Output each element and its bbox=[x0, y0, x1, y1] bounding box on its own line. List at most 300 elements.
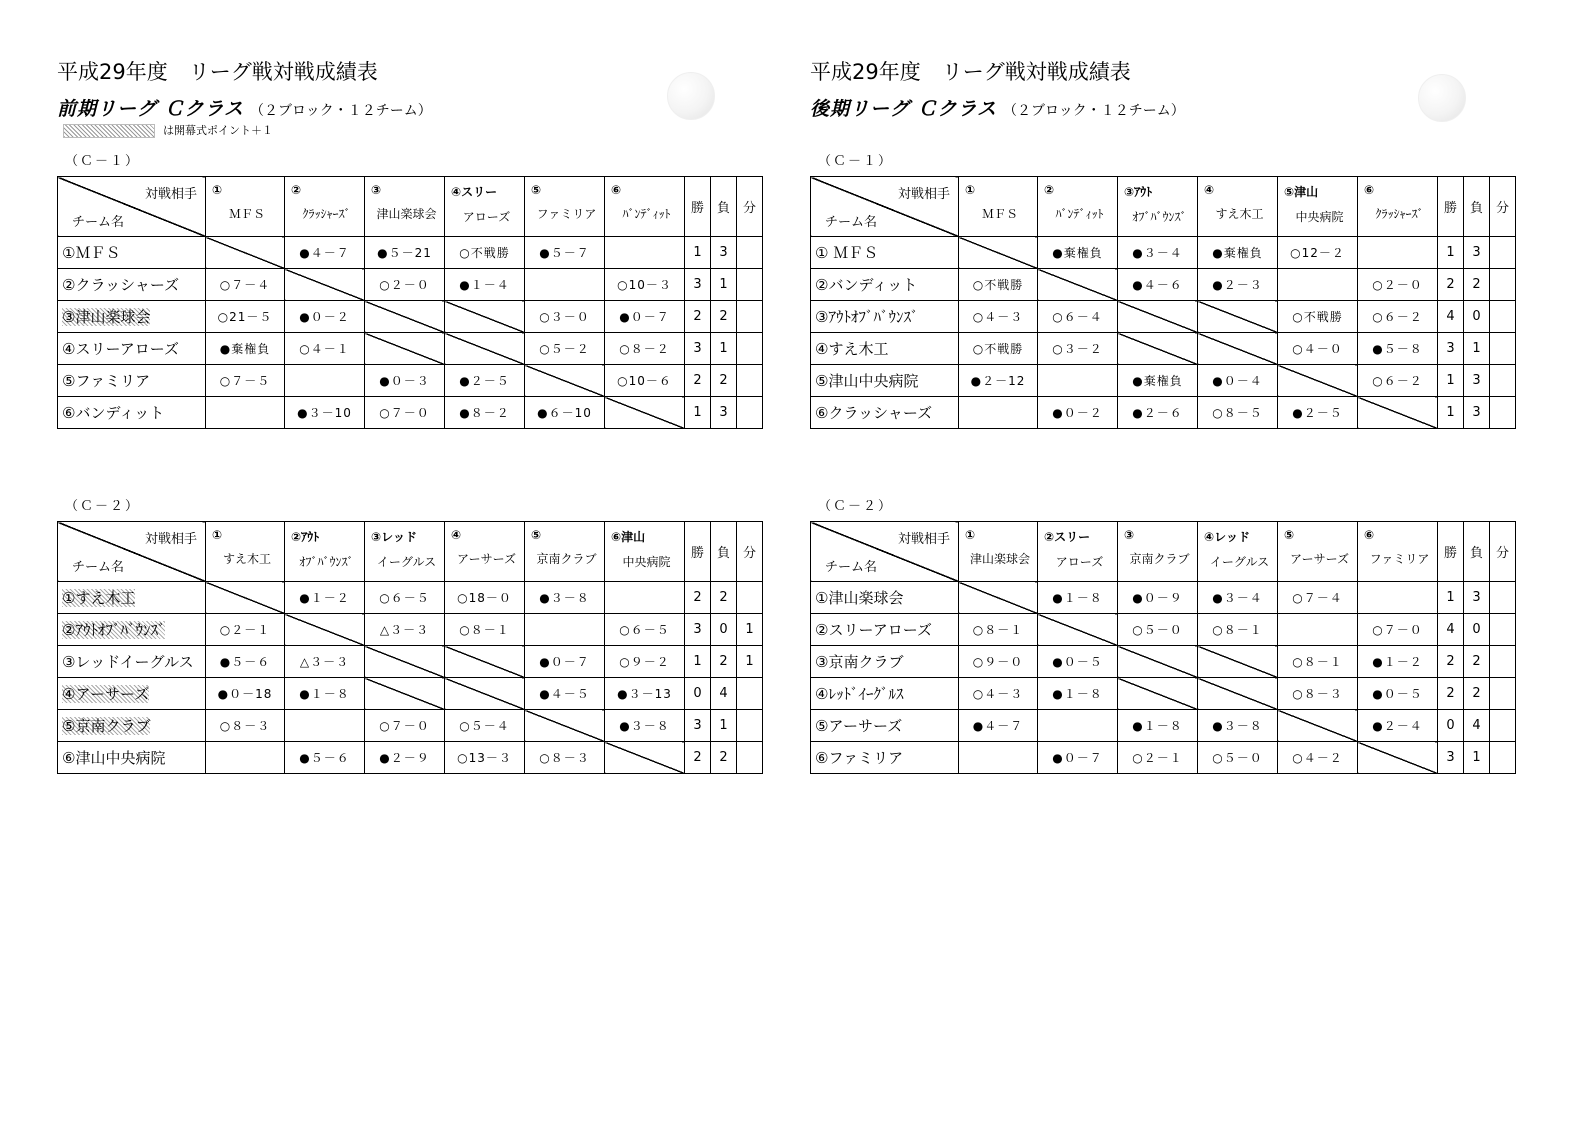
page-title: 平成29年度 リーグ戦対戦成績表 bbox=[57, 60, 378, 84]
header-row bbox=[811, 522, 1516, 582]
wins-count: 3 bbox=[685, 269, 711, 301]
team-header: チーム名 bbox=[72, 560, 125, 575]
draws-count bbox=[1490, 397, 1516, 429]
match-result: ●０－７ bbox=[605, 301, 685, 333]
team-name: ⑤津山中央病院 bbox=[811, 365, 959, 397]
opponent-number: ① bbox=[212, 528, 223, 542]
self-match-cell bbox=[525, 710, 605, 742]
opponent-number: ② bbox=[291, 183, 302, 197]
draws-count bbox=[1490, 333, 1516, 365]
opponent-column-header bbox=[445, 522, 525, 582]
match-result: ●１－２ bbox=[285, 582, 365, 614]
block-label: （Ｃ－２） bbox=[818, 499, 894, 514]
team-name: ④スリーアローズ bbox=[58, 333, 206, 365]
match-result: ●０－７ bbox=[1038, 742, 1118, 774]
match-result: ○９－０ bbox=[959, 646, 1038, 678]
opponent-number: ② bbox=[1044, 183, 1055, 197]
opponent-name: 京南クラブ bbox=[536, 552, 597, 566]
wins-count: 3 bbox=[685, 614, 711, 646]
match-result: ○18－０ bbox=[445, 582, 525, 614]
team-name: ②バンディット bbox=[811, 269, 959, 301]
match-result: ●４－５ bbox=[525, 678, 605, 710]
match-result: ●５－21 bbox=[365, 237, 445, 269]
draws-count bbox=[1490, 678, 1516, 710]
match-result: ○６－５ bbox=[365, 582, 445, 614]
match-result: ●３－８ bbox=[605, 710, 685, 742]
losses-count: 3 bbox=[711, 397, 737, 429]
self-match-cell bbox=[1038, 269, 1118, 301]
wins-count: 2 bbox=[685, 742, 711, 774]
self-match-cell bbox=[959, 582, 1038, 614]
team-name: ④ﾚｯﾄﾞｲｰｸﾞﾙｽ bbox=[811, 678, 959, 710]
match-result: ●棄権負 bbox=[206, 333, 285, 365]
self-match-cell bbox=[445, 333, 525, 365]
match-result: ○８－１ bbox=[959, 614, 1038, 646]
league-subtitle: 前期リーグ Ｃクラス （２ブロック・１２チーム） bbox=[57, 98, 432, 120]
table-row bbox=[58, 397, 763, 429]
match-result bbox=[1278, 614, 1358, 646]
table-row bbox=[811, 710, 1516, 742]
match-result: ○８－５ bbox=[1198, 397, 1278, 429]
opponent-name: ﾊﾞﾝﾃﾞｨｯﾄ bbox=[622, 207, 671, 221]
wins-count: 2 bbox=[1438, 269, 1464, 301]
match-result: ○７－４ bbox=[206, 269, 285, 301]
table-row bbox=[811, 237, 1516, 269]
match-result: ○８－３ bbox=[1278, 678, 1358, 710]
win-header: 勝 bbox=[685, 177, 711, 237]
table-row bbox=[811, 365, 1516, 397]
self-match-cell bbox=[1278, 365, 1358, 397]
opponent-number: ④スリー bbox=[451, 185, 498, 199]
draws-count bbox=[1490, 614, 1516, 646]
match-result: ○21－５ bbox=[206, 301, 285, 333]
opponent-name: ファミリア bbox=[1369, 552, 1430, 566]
match-result: ●５－６ bbox=[206, 646, 285, 678]
self-match-cell bbox=[445, 301, 525, 333]
table-row bbox=[811, 333, 1516, 365]
wins-count: 2 bbox=[685, 582, 711, 614]
opponent-column-header bbox=[445, 177, 525, 237]
block-label: （Ｃ－１） bbox=[818, 154, 894, 169]
standings-table bbox=[810, 176, 1516, 429]
opponent-header: 対戦相手 bbox=[144, 532, 197, 547]
wins-count: 2 bbox=[685, 301, 711, 333]
opponent-column-header bbox=[365, 522, 445, 582]
match-result bbox=[525, 614, 605, 646]
match-result: ○10－３ bbox=[605, 269, 685, 301]
standings-table bbox=[57, 521, 763, 774]
table-row bbox=[811, 582, 1516, 614]
match-result: ○不戦勝 bbox=[1278, 301, 1358, 333]
match-result: ●１－２ bbox=[1358, 646, 1438, 678]
opponent-number: ⑥ bbox=[611, 183, 622, 197]
draws-count bbox=[1490, 742, 1516, 774]
opponent-name: ｵﾌﾞﾊﾞｳﾝｽﾞ bbox=[1132, 210, 1187, 224]
self-match-cell bbox=[365, 646, 445, 678]
opponent-column-header bbox=[605, 522, 685, 582]
loss-header: 負 bbox=[711, 177, 737, 237]
team-name: ⑥クラッシャーズ bbox=[811, 397, 959, 429]
opponent-number: ④レッド bbox=[1204, 530, 1251, 544]
match-result: ●２－４ bbox=[1358, 710, 1438, 742]
opponent-column-header bbox=[1118, 522, 1198, 582]
opponent-column-header bbox=[525, 177, 605, 237]
table-row bbox=[58, 614, 763, 646]
match-result: ●３－４ bbox=[1118, 237, 1198, 269]
wins-count: 3 bbox=[1438, 333, 1464, 365]
wins-count: 0 bbox=[1438, 710, 1464, 742]
opponent-name: 中央病院 bbox=[622, 555, 671, 569]
match-result bbox=[959, 397, 1038, 429]
opponent-name: ＭＦＳ bbox=[228, 207, 265, 221]
opponent-name: すえ木工 bbox=[1215, 207, 1264, 221]
losses-count: 3 bbox=[1464, 582, 1490, 614]
match-result: ○５－０ bbox=[1198, 742, 1278, 774]
opponent-number: ③ bbox=[1124, 528, 1135, 542]
table-row bbox=[811, 678, 1516, 710]
match-result: △３－３ bbox=[365, 614, 445, 646]
losses-count: 3 bbox=[1464, 237, 1490, 269]
opponent-name: イーグルス bbox=[376, 555, 437, 569]
wins-count: 2 bbox=[1438, 678, 1464, 710]
wins-count: 2 bbox=[685, 365, 711, 397]
loss-header: 負 bbox=[1464, 522, 1490, 582]
opponent-name: ＭＦＳ bbox=[981, 207, 1018, 221]
match-result: ○不戦勝 bbox=[959, 269, 1038, 301]
losses-count: 2 bbox=[711, 646, 737, 678]
opponent-column-header bbox=[1358, 522, 1438, 582]
team-header: チーム名 bbox=[825, 215, 878, 230]
block-label: （Ｃ－２） bbox=[65, 499, 141, 514]
corner-cell bbox=[811, 522, 959, 582]
self-match-cell bbox=[1198, 301, 1278, 333]
losses-count: 0 bbox=[1464, 301, 1490, 333]
wins-count: 3 bbox=[685, 333, 711, 365]
match-result: ○３－０ bbox=[525, 301, 605, 333]
losses-count: 2 bbox=[711, 742, 737, 774]
self-match-cell bbox=[1278, 710, 1358, 742]
match-result: ○８－１ bbox=[1198, 614, 1278, 646]
match-result: ●０－18 bbox=[206, 678, 285, 710]
match-result: ●２－５ bbox=[445, 365, 525, 397]
match-result: ●０－４ bbox=[1198, 365, 1278, 397]
draws-count bbox=[737, 365, 763, 397]
match-result: ●０－２ bbox=[1038, 397, 1118, 429]
self-match-cell bbox=[605, 742, 685, 774]
match-result: ○６－２ bbox=[1358, 365, 1438, 397]
match-result: ●３－13 bbox=[605, 678, 685, 710]
opponent-name: アーサーズ bbox=[456, 552, 517, 566]
match-result bbox=[1038, 710, 1118, 742]
opponent-column-header bbox=[1278, 177, 1358, 237]
opponent-column-header bbox=[1358, 177, 1438, 237]
opponent-column-header bbox=[1118, 177, 1198, 237]
match-result: ○４－３ bbox=[959, 301, 1038, 333]
match-result: ○２－０ bbox=[365, 269, 445, 301]
self-match-cell bbox=[605, 397, 685, 429]
match-result: ●６－10 bbox=[525, 397, 605, 429]
draws-count bbox=[737, 582, 763, 614]
team-name: ③京南クラブ bbox=[811, 646, 959, 678]
win-header: 勝 bbox=[685, 522, 711, 582]
table-row bbox=[811, 614, 1516, 646]
table-row bbox=[811, 646, 1516, 678]
table-row bbox=[811, 397, 1516, 429]
match-result: △３－３ bbox=[285, 646, 365, 678]
team-name: ①すえ木工 bbox=[58, 582, 206, 614]
opponent-name: ｸﾗｯｼｬｰｽﾞ bbox=[302, 207, 351, 221]
self-match-cell bbox=[1118, 333, 1198, 365]
legend-swatch bbox=[63, 124, 155, 138]
opponent-name: アローズ bbox=[1055, 555, 1104, 569]
match-result: ○７－０ bbox=[365, 710, 445, 742]
block-label: （Ｃ－１） bbox=[65, 154, 141, 169]
table-row bbox=[58, 333, 763, 365]
self-match-cell bbox=[1358, 742, 1438, 774]
match-result: ●０－２ bbox=[285, 301, 365, 333]
match-result: ○９－２ bbox=[605, 646, 685, 678]
draw-header: 分 bbox=[1490, 522, 1516, 582]
match-result: ●１－４ bbox=[445, 269, 525, 301]
losses-count: 2 bbox=[1464, 678, 1490, 710]
opponent-name: アローズ bbox=[462, 210, 511, 224]
table-row bbox=[811, 301, 1516, 333]
opponent-name: 京南クラブ bbox=[1129, 552, 1190, 566]
standings-table bbox=[810, 521, 1516, 774]
self-match-cell bbox=[206, 237, 285, 269]
draws-count bbox=[1490, 237, 1516, 269]
self-match-cell bbox=[285, 269, 365, 301]
self-match-cell bbox=[525, 365, 605, 397]
opponent-name: ｵﾌﾞﾊﾞｳﾝｽﾞ bbox=[299, 555, 354, 569]
opponent-name: ﾊﾞﾝﾃﾞｨｯﾄ bbox=[1055, 207, 1104, 221]
match-result: ○７－０ bbox=[365, 397, 445, 429]
league-subtitle: 後期リーグ Ｃクラス （２ブロック・１２チーム） bbox=[810, 98, 1185, 120]
team-name: ⑥津山中央病院 bbox=[58, 742, 206, 774]
losses-count: 1 bbox=[1464, 742, 1490, 774]
table-row bbox=[811, 269, 1516, 301]
match-result: ○４－０ bbox=[1278, 333, 1358, 365]
team-name: ⑤京南クラブ bbox=[58, 710, 206, 742]
match-result bbox=[605, 237, 685, 269]
match-result bbox=[1358, 237, 1438, 269]
opponent-column-header bbox=[1198, 177, 1278, 237]
opponent-column-header bbox=[365, 177, 445, 237]
match-result: ●２－９ bbox=[365, 742, 445, 774]
draws-count bbox=[737, 333, 763, 365]
self-match-cell bbox=[365, 301, 445, 333]
match-result: ○８－２ bbox=[605, 333, 685, 365]
self-match-cell bbox=[445, 646, 525, 678]
team-name: ③津山楽球会 bbox=[58, 301, 206, 333]
table-row bbox=[58, 269, 763, 301]
match-result: ○４－１ bbox=[285, 333, 365, 365]
match-result bbox=[959, 742, 1038, 774]
match-result: ○６－５ bbox=[605, 614, 685, 646]
team-name: ①ＭＦＳ bbox=[58, 237, 206, 269]
match-result bbox=[206, 397, 285, 429]
match-result: ●２－３ bbox=[1198, 269, 1278, 301]
opponent-column-header bbox=[206, 522, 285, 582]
draws-count bbox=[737, 269, 763, 301]
win-header: 勝 bbox=[1438, 177, 1464, 237]
wins-count: 1 bbox=[1438, 365, 1464, 397]
self-match-cell bbox=[1118, 678, 1198, 710]
self-match-cell bbox=[365, 678, 445, 710]
match-result: ○５－０ bbox=[1118, 614, 1198, 646]
team-name: ⑥バンディット bbox=[58, 397, 206, 429]
match-result bbox=[1358, 582, 1438, 614]
opponent-column-header bbox=[525, 522, 605, 582]
losses-count: 3 bbox=[1464, 397, 1490, 429]
match-result: ●３－８ bbox=[1198, 710, 1278, 742]
losses-count: 3 bbox=[711, 237, 737, 269]
match-result: ●２－６ bbox=[1118, 397, 1198, 429]
opponent-name: すえ木工 bbox=[222, 552, 271, 566]
losses-count: 2 bbox=[711, 365, 737, 397]
match-result bbox=[605, 582, 685, 614]
wins-count: 1 bbox=[1438, 397, 1464, 429]
match-result: ●３－８ bbox=[525, 582, 605, 614]
wins-count: 4 bbox=[1438, 301, 1464, 333]
table-row bbox=[58, 582, 763, 614]
team-name: ④アーサーズ bbox=[58, 678, 206, 710]
header-row bbox=[811, 177, 1516, 237]
match-result: ○２－１ bbox=[1118, 742, 1198, 774]
wins-count: 4 bbox=[1438, 614, 1464, 646]
opponent-column-header bbox=[605, 177, 685, 237]
losses-count: 1 bbox=[711, 710, 737, 742]
draws-count bbox=[737, 397, 763, 429]
team-name: ②クラッシャーズ bbox=[58, 269, 206, 301]
opponent-number: ②ｱｳﾄ bbox=[291, 530, 320, 544]
draws-count: 1 bbox=[737, 646, 763, 678]
draws-count: 1 bbox=[737, 614, 763, 646]
self-match-cell bbox=[1118, 301, 1198, 333]
match-result: ●１－８ bbox=[1038, 582, 1118, 614]
match-result: ●２－12 bbox=[959, 365, 1038, 397]
draws-count bbox=[737, 237, 763, 269]
match-result: ○２－１ bbox=[206, 614, 285, 646]
team-name: ③レッドイーグルス bbox=[58, 646, 206, 678]
match-result bbox=[285, 365, 365, 397]
match-result: ○不戦勝 bbox=[959, 333, 1038, 365]
draw-header: 分 bbox=[1490, 177, 1516, 237]
draws-count bbox=[1490, 646, 1516, 678]
corner-cell bbox=[58, 522, 206, 582]
match-result: ○３－２ bbox=[1038, 333, 1118, 365]
match-result: ○８－１ bbox=[445, 614, 525, 646]
match-result: ●２－５ bbox=[1278, 397, 1358, 429]
self-match-cell bbox=[1198, 333, 1278, 365]
match-result: ●棄権負 bbox=[1198, 237, 1278, 269]
match-result: ○不戦勝 bbox=[445, 237, 525, 269]
wins-count: 1 bbox=[1438, 237, 1464, 269]
self-match-cell bbox=[365, 333, 445, 365]
wins-count: 0 bbox=[685, 678, 711, 710]
losses-count: 2 bbox=[711, 301, 737, 333]
draw-header: 分 bbox=[737, 522, 763, 582]
wins-count: 3 bbox=[1438, 742, 1464, 774]
losses-count: 2 bbox=[1464, 646, 1490, 678]
opponent-name: ｸﾗｯｼｬｰｽﾞ bbox=[1375, 207, 1424, 221]
opponent-column-header bbox=[1038, 522, 1118, 582]
win-header: 勝 bbox=[1438, 522, 1464, 582]
match-result: ○４－３ bbox=[959, 678, 1038, 710]
losses-count: 4 bbox=[1464, 710, 1490, 742]
losses-count: 1 bbox=[711, 269, 737, 301]
draws-count bbox=[1490, 365, 1516, 397]
team-name: ②ｱｳﾄｵﾌﾞﾊﾞｳﾝｽﾞ bbox=[58, 614, 206, 646]
self-match-cell bbox=[285, 614, 365, 646]
baseball-decoration bbox=[667, 72, 715, 120]
self-match-cell bbox=[206, 582, 285, 614]
legend: は開幕式ポイント＋１ bbox=[63, 122, 273, 138]
opponent-column-header bbox=[285, 177, 365, 237]
table-row bbox=[811, 742, 1516, 774]
table-row bbox=[58, 678, 763, 710]
team-name: ③ｱｳﾄｵﾌﾞﾊﾞｳﾝｽﾞ bbox=[811, 301, 959, 333]
match-result: ●４－７ bbox=[959, 710, 1038, 742]
match-result: ○８－１ bbox=[1278, 646, 1358, 678]
draws-count bbox=[737, 301, 763, 333]
losses-count: 4 bbox=[711, 678, 737, 710]
team-name: ⑤アーサーズ bbox=[811, 710, 959, 742]
opponent-number: ④ bbox=[1204, 183, 1215, 197]
match-result: ○７－４ bbox=[1278, 582, 1358, 614]
losses-count: 0 bbox=[711, 614, 737, 646]
match-result: ○13－３ bbox=[445, 742, 525, 774]
self-match-cell bbox=[1118, 646, 1198, 678]
opponent-number: ① bbox=[212, 183, 223, 197]
opponent-number: ⑥津山 bbox=[611, 530, 646, 544]
opponent-number: ②スリー bbox=[1044, 530, 1091, 544]
match-result: ○５－４ bbox=[445, 710, 525, 742]
opponent-number: ⑤ bbox=[1284, 528, 1295, 542]
opponent-column-header bbox=[1198, 522, 1278, 582]
draws-count bbox=[737, 710, 763, 742]
draw-header: 分 bbox=[737, 177, 763, 237]
wins-count: 1 bbox=[1438, 582, 1464, 614]
match-result: ●８－２ bbox=[445, 397, 525, 429]
table-row bbox=[58, 646, 763, 678]
team-name: ⑥ファミリア bbox=[811, 742, 959, 774]
loss-header: 負 bbox=[1464, 177, 1490, 237]
losses-count: 3 bbox=[1464, 365, 1490, 397]
match-result: ●１－８ bbox=[285, 678, 365, 710]
opponent-number: ③ bbox=[371, 183, 382, 197]
corner-cell bbox=[58, 177, 206, 237]
match-result: ●棄権負 bbox=[1038, 237, 1118, 269]
match-result: ●０－５ bbox=[1038, 646, 1118, 678]
draws-count bbox=[1490, 301, 1516, 333]
header-row bbox=[58, 522, 763, 582]
table-row bbox=[58, 742, 763, 774]
opponent-header: 対戦相手 bbox=[144, 187, 197, 202]
opponent-column-header bbox=[1038, 177, 1118, 237]
match-result bbox=[285, 710, 365, 742]
team-name: ④すえ木工 bbox=[811, 333, 959, 365]
match-result bbox=[1278, 269, 1358, 301]
losses-count: 1 bbox=[711, 333, 737, 365]
table-row bbox=[58, 710, 763, 742]
match-result bbox=[525, 269, 605, 301]
opponent-number: ⑥ bbox=[1364, 183, 1375, 197]
match-result: ●５－８ bbox=[1358, 333, 1438, 365]
team-header: チーム名 bbox=[72, 215, 125, 230]
standings-table bbox=[57, 176, 763, 429]
opponent-header: 対戦相手 bbox=[897, 187, 950, 202]
